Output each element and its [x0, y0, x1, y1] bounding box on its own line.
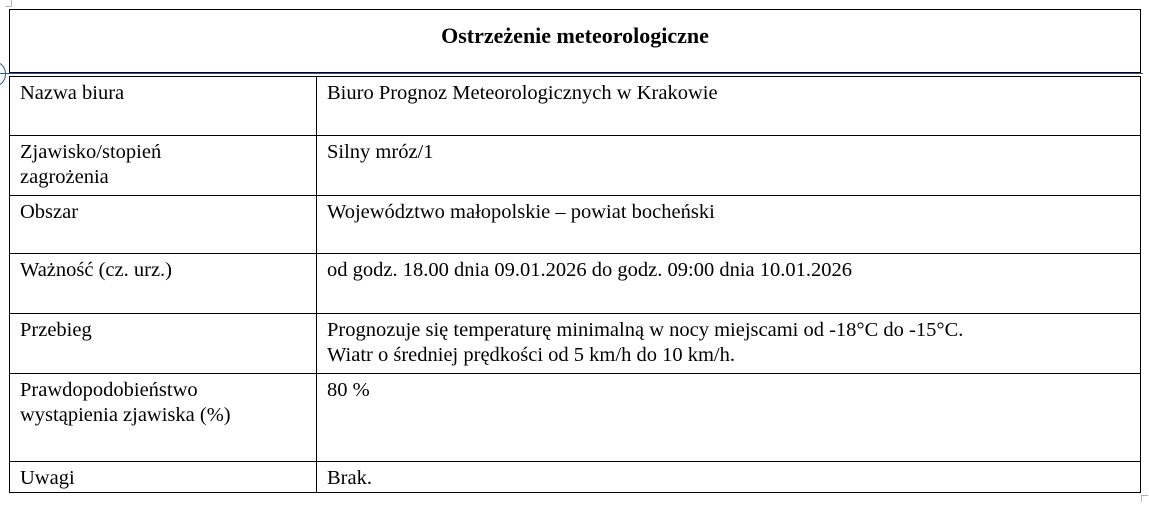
value-cell-course [317, 314, 1141, 374]
value-area: Województwo małopolskie – powiat bocheński [327, 201, 715, 223]
table-row-validity [10, 254, 1141, 314]
label-course: Przebieg [20, 319, 92, 341]
value-probability: 80 % [327, 379, 370, 401]
value-cell-probability [317, 374, 1141, 462]
label-cell-area [10, 196, 317, 254]
value-phenomenon: Silny mróz/1 [327, 141, 434, 163]
label-cell-course [10, 314, 317, 374]
table-row-remarks [10, 462, 1141, 493]
label-cell-phenomenon [10, 136, 317, 196]
value-cell-remarks [317, 462, 1141, 493]
label-remarks: Uwagi [20, 467, 75, 489]
value-cell-validity [317, 254, 1141, 314]
value-validity: od godz. 18.00 dnia 09.01.2026 do godz. 09:00 dnia 10.01.2026 [327, 259, 852, 281]
label-cell-office [10, 77, 317, 136]
value-remarks: Brak. [327, 467, 372, 489]
table-row-course [10, 314, 1141, 374]
text-cursor-marker [0, 62, 6, 86]
value-office: Biuro Prognoz Meteorologicznych w Krakowie [327, 82, 718, 104]
table-row-office [10, 77, 1141, 136]
warning-title-box [9, 9, 1141, 73]
value-cell-area [317, 196, 1141, 254]
label-probability-line-2: wystąpienia zjawiska (%) [20, 404, 231, 426]
table-row-probability [10, 374, 1141, 462]
value-cell-phenomenon [317, 136, 1141, 196]
label-office: Nazwa biura [20, 82, 125, 104]
label-area: Obszar [20, 201, 79, 223]
page-corner-mark-bottom-right [1141, 495, 1148, 502]
label-cell-validity [10, 254, 317, 314]
page-corner-mark-top-left [5, 0, 12, 7]
label-cell-probability [10, 374, 317, 462]
warning-table [9, 76, 1141, 493]
document-title: Ostrzeżenie meteorologiczne [441, 23, 709, 48]
label-validity: Ważność (cz. urz.) [20, 259, 173, 281]
label-cell-remarks [10, 462, 317, 493]
table-row-phenomenon [10, 136, 1141, 196]
label-probability-line-1: Prawdopodobieństwo [20, 379, 198, 401]
table-row-area [10, 196, 1141, 254]
label-phenomenon-line-2: zagrożenia [20, 166, 109, 188]
value-course-line-1: Prognozuje się temperaturę minimalną w nocy miejscami od -18°C do -15°C. [327, 319, 964, 341]
value-cell-office [317, 77, 1141, 136]
value-course-line-2: Wiatr o średniej prędkości od 5 km/h do 10 km/h. [327, 344, 735, 366]
section-divider [0, 73, 1143, 74]
label-phenomenon-line-1: Zjawisko/stopień [20, 141, 162, 163]
